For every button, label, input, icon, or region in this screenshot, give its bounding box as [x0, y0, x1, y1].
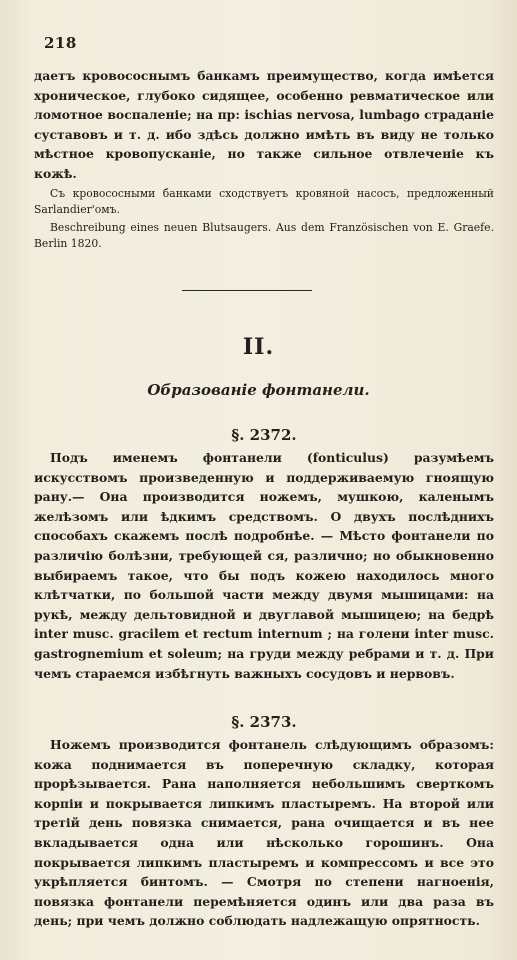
page-number: 218 — [44, 34, 77, 52]
section-heading: §. 2373. — [231, 713, 297, 731]
section-heading: §. 2372. — [231, 426, 297, 444]
section-2373 — [34, 713, 494, 931]
section-divider — [182, 290, 312, 291]
section-paragraph: Подъ именемъ фонтанели (fonticulus) разумѣемъ искусствомъ произведенную и поддерживаемую гноящую рану.— Она производится ножемъ, мушкою, каленымъ желѣзомъ или ѣдкимъ средствомъ. О двухъ послѣднихъ способахъ скажемъ послѣ подробнѣе. — Мѣсто фонтанели по различію болѣзни, требующей ся, различно; но обыкновенно выбираемъ такое, что бы подъ кожею находилось много клѣтчатки, по большой части между двумя мышицами: на рукѣ, между дельтовидной и двуглавой мышицею; на бедрѣ inter musc. gracilem et rectum internum ; на голени inter musc. gastrognemium et soleum; на груди между ребрами и т. д. При чемъ стараемся избѣгнуть важныхъ сосудовъ и нервовъ. — [34, 450, 494, 681]
footnote-1: Съ кровососными банками сходствуетъ кровяной насосъ, предложенный Sarlandier'омъ. — [34, 186, 494, 216]
section-2372 — [34, 426, 494, 683]
chapter-title: Образованіе фонтанели. — [147, 381, 370, 399]
top-text-block — [34, 66, 494, 252]
chapter-numeral: II. — [242, 334, 275, 360]
section-paragraph: Ножемъ производится фонтанель слѣдующимъ образомъ: кожа поднимается въ поперечную складку, которая прорѣзывается. Рана наполняется небольшимъ сверткомъ корпіи и покрывается липкимъ пластыремъ. На второй или третій день повязка снимается, рана очищается и въ нее вкладывается одна или нѣсколько горошинъ. Она покрывается липкимъ пластыремъ и компрессомъ и все это укрѣпляется бинтомъ. — Смотря по степени нагноенія, повязка фонтанели перемѣняется одинъ или два раза въ день; при чемъ должно соблюдать надлежащую опрятность. — [34, 737, 494, 929]
footnote-2: Beschreibung eines neuen Blutsaugers. Aus dem Französischen von E. Graefe. Berlin 1820. — [34, 220, 494, 250]
continued-paragraph: даетъ кровососнымъ банкамъ преимущество, когда имѣется хроническое, глубоко сидящее, особенно ревматическое или ломотное воспаленіе; на пр: ischias nervosa, lumbago страданіе суставовъ и т. д. ибо здѣсь должно имѣть въ виду не только мѣстное кровопусканіе, но также сильное отвлеченіе къ кожѣ. — [34, 68, 494, 181]
